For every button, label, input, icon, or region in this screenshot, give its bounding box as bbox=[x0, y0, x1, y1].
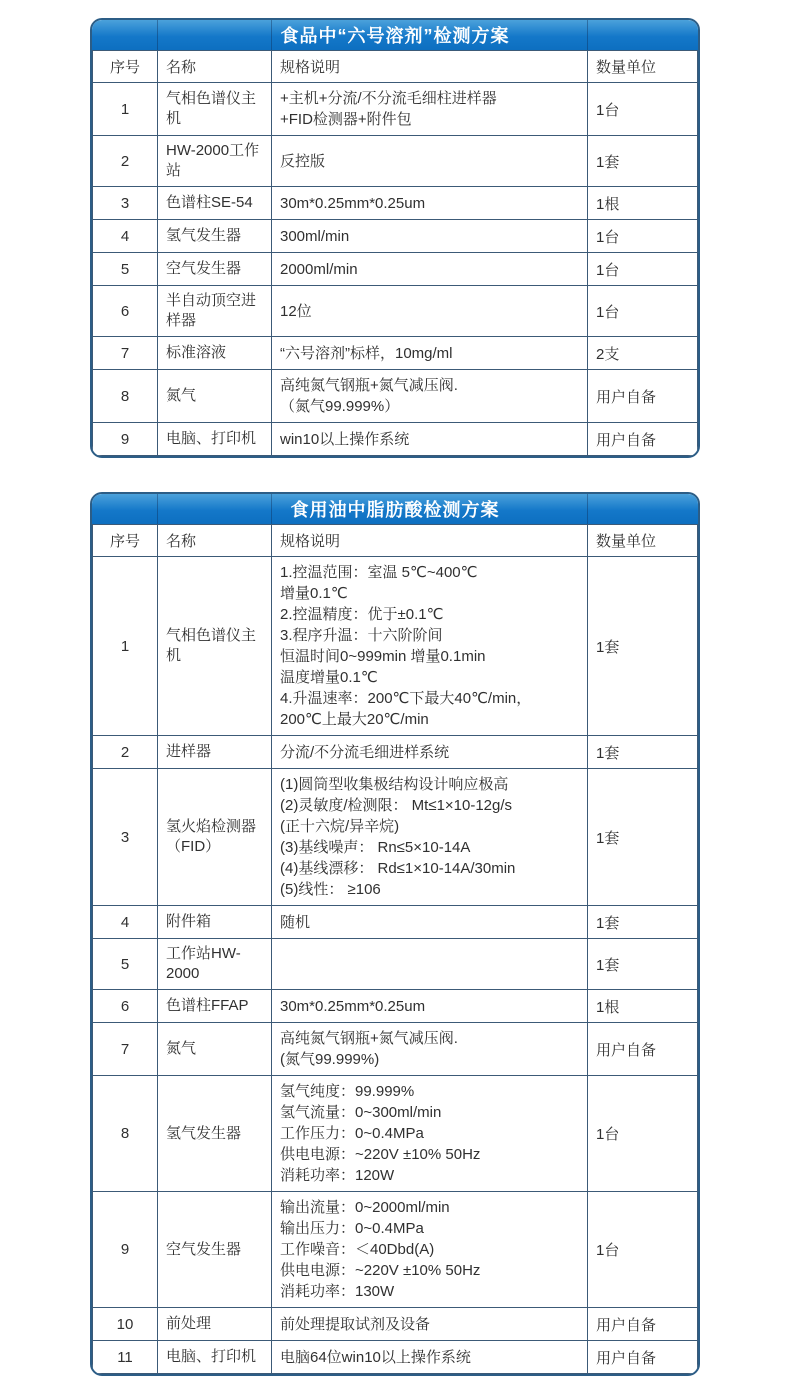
cell-name: 色谱柱SE-54 bbox=[158, 187, 272, 220]
header-divider bbox=[271, 20, 272, 50]
col-header-name: 名称 bbox=[158, 525, 272, 557]
table-1 bbox=[92, 50, 698, 456]
cell-index: 5 bbox=[93, 939, 158, 990]
cell-qty: 用户自备 bbox=[588, 370, 698, 423]
cell-index: 9 bbox=[93, 423, 158, 456]
table-row bbox=[93, 990, 698, 1023]
cell-name: 色谱柱FFAP bbox=[158, 990, 272, 1023]
cell-qty: 1台 bbox=[588, 286, 698, 337]
table-row bbox=[93, 286, 698, 337]
cell-index: 9 bbox=[93, 1192, 158, 1308]
cell-index: 10 bbox=[93, 1308, 158, 1341]
cell-name: 半自动顶空进样器 bbox=[158, 286, 272, 337]
cell-index: 4 bbox=[93, 220, 158, 253]
cell-qty: 2支 bbox=[588, 337, 698, 370]
table-card-solvent bbox=[90, 18, 700, 458]
table-row bbox=[93, 1341, 698, 1374]
cell-index: 3 bbox=[93, 769, 158, 906]
table-row bbox=[93, 557, 698, 736]
table-row bbox=[93, 939, 698, 990]
table-card-fatty-acid bbox=[90, 492, 700, 1376]
cell-name: 工作站HW-2000 bbox=[158, 939, 272, 990]
table-row bbox=[93, 253, 698, 286]
col-header-index: 序号 bbox=[93, 51, 158, 83]
col-header-qty: 数量单位 bbox=[588, 51, 698, 83]
cell-qty: 用户自备 bbox=[588, 1341, 698, 1374]
header-divider bbox=[587, 20, 588, 50]
cell-spec: “六号溶剂”标样，10mg/ml bbox=[272, 337, 588, 370]
cell-name: 氢气发生器 bbox=[158, 220, 272, 253]
cell-qty: 1套 bbox=[588, 136, 698, 187]
table-1-header-row bbox=[93, 51, 698, 83]
cell-name: 标准溶液 bbox=[158, 337, 272, 370]
cell-name: 气相色谱仪主机 bbox=[158, 557, 272, 736]
cell-spec: 30m*0.25mm*0.25um bbox=[272, 990, 588, 1023]
cell-spec: 电脑64位win10以上操作系统 bbox=[272, 1341, 588, 1374]
table-row bbox=[93, 337, 698, 370]
cell-spec: 分流/不分流毛细进样系统 bbox=[272, 736, 588, 769]
table-1-title: 食品中“六号溶剂”检测方案 bbox=[280, 26, 510, 46]
cell-index: 7 bbox=[93, 337, 158, 370]
cell-qty: 1套 bbox=[588, 557, 698, 736]
cell-index: 1 bbox=[93, 557, 158, 736]
cell-spec: 前处理提取试剂及设备 bbox=[272, 1308, 588, 1341]
cell-spec: 12位 bbox=[272, 286, 588, 337]
cell-qty: 1台 bbox=[588, 1192, 698, 1308]
cell-name: 附件箱 bbox=[158, 906, 272, 939]
cell-spec: 30m*0.25mm*0.25um bbox=[272, 187, 588, 220]
cell-qty: 1套 bbox=[588, 769, 698, 906]
cell-qty: 1台 bbox=[588, 1076, 698, 1192]
cell-name: 氢火焰检测器（FID） bbox=[158, 769, 272, 906]
cell-qty: 1台 bbox=[588, 220, 698, 253]
cell-spec: 1.控温范围：室温 5℃~400℃ 增量0.1℃ 2.控温精度：优于±0.1℃ 3.程序升温：十六阶阶间 恒温时间0~999min 增量0.1min 温度增量0.1℃ 4.升温速率：200℃下最大40℃/min， 200℃上最大20℃/min bbox=[272, 557, 588, 736]
table-row bbox=[93, 769, 698, 906]
table-2-title-bar bbox=[92, 494, 698, 524]
cell-index: 3 bbox=[93, 187, 158, 220]
cell-name: 电脑、打印机 bbox=[158, 1341, 272, 1374]
cell-spec bbox=[272, 939, 588, 990]
col-header-index: 序号 bbox=[93, 525, 158, 557]
col-header-spec: 规格说明 bbox=[272, 525, 588, 557]
table-row bbox=[93, 906, 698, 939]
cell-spec: 氢气纯度：99.999% 氢气流量：0~300ml/min 工作压力：0~0.4MPa 供电电源：~220V ±10% 50Hz 消耗功率：120W bbox=[272, 1076, 588, 1192]
cell-qty: 1台 bbox=[588, 253, 698, 286]
cell-qty: 用户自备 bbox=[588, 1023, 698, 1076]
table-row bbox=[93, 187, 698, 220]
table-row bbox=[93, 1308, 698, 1341]
cell-qty: 1根 bbox=[588, 990, 698, 1023]
cell-name: 进样器 bbox=[158, 736, 272, 769]
cell-spec: 反控版 bbox=[272, 136, 588, 187]
table-row bbox=[93, 1023, 698, 1076]
table-row bbox=[93, 736, 698, 769]
table-row bbox=[93, 136, 698, 187]
table-2 bbox=[92, 524, 698, 1374]
header-divider bbox=[157, 20, 158, 50]
cell-name: HW-2000工作站 bbox=[158, 136, 272, 187]
table-2-title: 食用油中脂肪酸检测方案 bbox=[290, 500, 500, 520]
table-2-header-row bbox=[93, 525, 698, 557]
col-header-name: 名称 bbox=[158, 51, 272, 83]
header-divider bbox=[587, 494, 588, 524]
cell-qty: 1台 bbox=[588, 83, 698, 136]
cell-name: 空气发生器 bbox=[158, 1192, 272, 1308]
cell-spec: 高纯氮气钢瓶+氮气减压阀. （氮气99.999%） bbox=[272, 370, 588, 423]
cell-spec: 随机 bbox=[272, 906, 588, 939]
cell-spec: 输出流量：0~2000ml/min 输出压力：0~0.4MPa 工作噪音：＜40Dbd(A) 供电电源：~220V ±10% 50Hz 消耗功率：130W bbox=[272, 1192, 588, 1308]
cell-name: 气相色谱仪主机 bbox=[158, 83, 272, 136]
cell-index: 6 bbox=[93, 990, 158, 1023]
cell-index: 2 bbox=[93, 136, 158, 187]
table-row bbox=[93, 83, 698, 136]
cell-spec: (1)圆筒型收集极结构设计响应极高 (2)灵敏度/检测限： Mt≤1×10-12g/s (正十六烷/异辛烷) (3)基线噪声： Rn≤5×10-14A (4)基线漂移： Rd≤1×10-14A/30min (5)线性： ≥106 bbox=[272, 769, 588, 906]
cell-spec: +主机+分流/不分流毛细柱进样器 +FID检测器+附件包 bbox=[272, 83, 588, 136]
cell-name: 电脑、打印机 bbox=[158, 423, 272, 456]
header-divider bbox=[157, 494, 158, 524]
table-row bbox=[93, 423, 698, 456]
col-header-spec: 规格说明 bbox=[272, 51, 588, 83]
cell-spec: 300ml/min bbox=[272, 220, 588, 253]
cell-spec: win10以上操作系统 bbox=[272, 423, 588, 456]
cell-name: 前处理 bbox=[158, 1308, 272, 1341]
cell-index: 6 bbox=[93, 286, 158, 337]
cell-spec: 高纯氮气钢瓶+氮气减压阀. (氮气99.999%) bbox=[272, 1023, 588, 1076]
cell-index: 1 bbox=[93, 83, 158, 136]
table-row bbox=[93, 370, 698, 423]
col-header-qty: 数量单位 bbox=[588, 525, 698, 557]
cell-index: 4 bbox=[93, 906, 158, 939]
cell-qty: 用户自备 bbox=[588, 1308, 698, 1341]
header-divider bbox=[271, 494, 272, 524]
cell-index: 2 bbox=[93, 736, 158, 769]
cell-index: 8 bbox=[93, 1076, 158, 1192]
cell-qty: 用户自备 bbox=[588, 423, 698, 456]
cell-name: 氮气 bbox=[158, 370, 272, 423]
table-row bbox=[93, 1192, 698, 1308]
table-1-title-bar bbox=[92, 20, 698, 50]
cell-name: 氢气发生器 bbox=[158, 1076, 272, 1192]
cell-index: 8 bbox=[93, 370, 158, 423]
cell-spec: 2000ml/min bbox=[272, 253, 588, 286]
cell-index: 11 bbox=[93, 1341, 158, 1374]
cell-index: 7 bbox=[93, 1023, 158, 1076]
cell-qty: 1套 bbox=[588, 906, 698, 939]
cell-qty: 1套 bbox=[588, 736, 698, 769]
cell-qty: 1套 bbox=[588, 939, 698, 990]
table-row bbox=[93, 220, 698, 253]
cell-index: 5 bbox=[93, 253, 158, 286]
table-row bbox=[93, 1076, 698, 1192]
cell-name: 空气发生器 bbox=[158, 253, 272, 286]
cell-qty: 1根 bbox=[588, 187, 698, 220]
cell-name: 氮气 bbox=[158, 1023, 272, 1076]
